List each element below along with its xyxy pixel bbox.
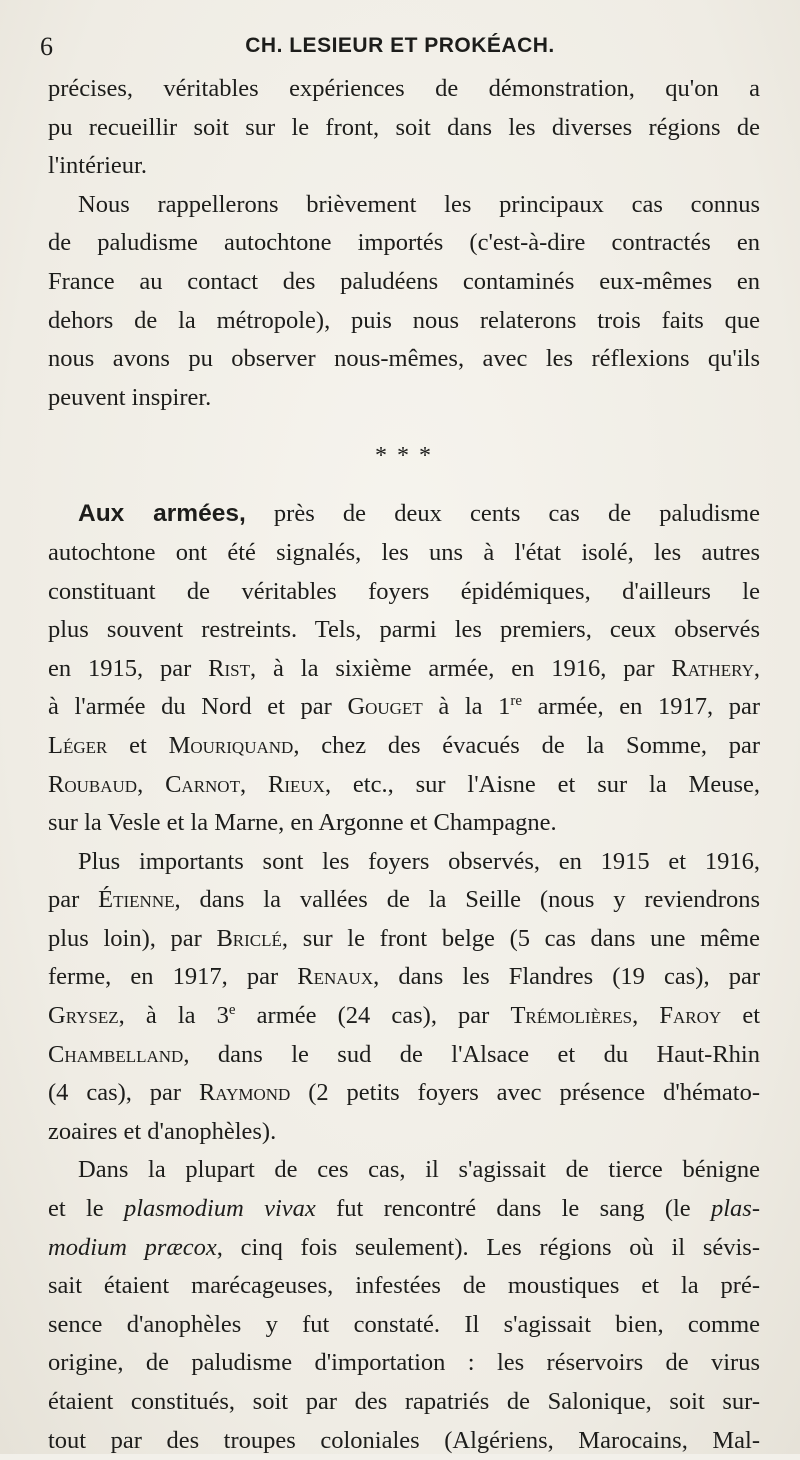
text-run: en 1915, par	[48, 654, 209, 682]
text-line: origine, de paludisme d'importation : les réservoirs de virus	[48, 1349, 760, 1377]
text-line: tout par des troupes coloniales (Algériens, Marocains, Mal-	[48, 1426, 760, 1454]
text-run: , dans la vallées de la Seille (nous y reviendrons	[174, 886, 760, 914]
text-run: (2 petits foyers avec présence d'hémato-	[290, 1079, 760, 1107]
text-line	[48, 958, 760, 997]
text-run: ,	[239, 770, 268, 798]
text-line: France au contact des paludéens contaminés eux-mêmes en	[48, 267, 760, 295]
body-text	[48, 70, 760, 1460]
text-line	[48, 688, 760, 727]
text-run: , etc., sur l'Aisne et sur la Meuse,	[324, 770, 760, 798]
species-name: plasmodium vivax	[123, 1195, 316, 1223]
text-line	[48, 650, 760, 689]
author-name: Rathery	[671, 654, 754, 682]
text-run: et le	[48, 1195, 124, 1223]
text-line: sait étaient marécageuses, infestées de moustiques et la pré-	[48, 1272, 760, 1300]
text-line: autochtone ont été signalés, les uns à l'état isolé, les autres	[48, 538, 760, 566]
text-run: ferme, en 1917, par	[48, 963, 298, 991]
text-line: sence d'anophèles y fut constaté. Il s'agissait bien, comme	[48, 1310, 760, 1338]
text-line	[48, 766, 760, 805]
superscript: re	[510, 693, 523, 710]
text-line	[48, 1074, 760, 1113]
text-run: , à la 3	[118, 1002, 229, 1030]
text-run: armée, en 1917, par	[522, 693, 760, 721]
text-line: dehors de la métropole), puis nous relaterons trois faits que	[48, 306, 760, 334]
text-run: et	[721, 1002, 760, 1030]
text-run: , dans le sud de l'Alsace et du Haut-Rhin	[183, 1040, 760, 1068]
text-run: et	[107, 731, 169, 759]
text-line	[48, 997, 760, 1036]
text-run: , à la sixième armée, en 1916, par	[250, 654, 672, 682]
text-line: précises, véritables expériences de démonstration, qu'on a	[48, 75, 760, 102]
text-run: près de deux cents cas de paludisme	[245, 500, 760, 528]
text-run: plus loin), par	[48, 924, 217, 952]
text-run: , dans les Flandres (19 cas), par	[373, 963, 760, 991]
text-line: nous avons pu observer nous-mêmes, avec les réflexions qu'ils	[48, 345, 760, 373]
author-name: Faroy	[659, 1002, 722, 1030]
text-line: peuvent inspirer.	[48, 383, 212, 411]
text-line	[48, 1036, 760, 1075]
text-line: Dans la plupart de ces cas, il s'agissait de tierce bénigne	[78, 1156, 760, 1184]
text-line	[48, 881, 760, 920]
author-name: Rist	[208, 654, 251, 682]
text-line: de paludisme autochtone importés (c'est-à-dire contractés en	[48, 229, 760, 257]
text-run: ,	[137, 770, 166, 798]
text-run: (4 cas), par	[48, 1079, 200, 1107]
text-run: à l'armée du Nord et par	[48, 693, 348, 721]
text-line: Plus importants sont les foyers observés, en 1915 et 1916,	[78, 847, 760, 875]
author-name: Gouget	[347, 693, 423, 721]
page-number: 6	[40, 32, 53, 61]
text-line	[48, 1190, 760, 1229]
section-separator-asterism: * * *	[375, 443, 433, 470]
text-run: à la 1	[422, 693, 511, 721]
author-name: Carnot	[165, 770, 240, 798]
author-name: Chambelland	[48, 1040, 184, 1068]
text-line: l'intérieur.	[48, 152, 147, 180]
text-line: plus souvent restreints. Tels, parmi les premiers, ceux observés	[48, 616, 760, 644]
author-name: Roubaud	[48, 770, 138, 798]
author-name: Briclé	[216, 924, 282, 952]
author-name: Renaux	[297, 963, 374, 991]
text-line: sur la Vesle et la Marne, en Argonne et Champagne.	[48, 809, 557, 837]
text-line	[48, 920, 760, 959]
text-run: , sur le front belge (5 cas dans une même	[281, 924, 760, 952]
section-lead: Aux armées,	[78, 500, 246, 528]
text-line: constituant de véritables foyers épidémiques, d'ailleurs le	[48, 577, 760, 605]
author-name: Étienne	[98, 886, 175, 914]
text-run: ,	[632, 1002, 660, 1030]
text-line	[48, 495, 760, 534]
text-run: , chez des évacués de la Somme, par	[293, 731, 760, 759]
text-run: ,	[753, 654, 760, 682]
running-head: CH. LESIEUR ET PROKÉACH.	[245, 34, 555, 57]
text-line	[48, 727, 760, 766]
text-run: par	[48, 886, 99, 914]
author-name: Trémolières	[510, 1002, 633, 1030]
text-line: zoaires et d'anophèles).	[48, 1117, 277, 1145]
author-name: Grysez	[48, 1002, 119, 1030]
author-name: Mouriquand	[168, 731, 294, 759]
text-run: armée (24 cas), par	[235, 1002, 511, 1030]
text-line	[48, 1229, 760, 1268]
page-header	[40, 28, 760, 68]
author-name: Raymond	[199, 1079, 291, 1107]
species-name: plas-	[710, 1195, 760, 1223]
text-line: Nous rappellerons brièvement les principaux cas connus	[78, 190, 760, 218]
species-name: modium præcox	[48, 1233, 217, 1261]
text-run: fut rencontré dans le sang (le	[315, 1195, 711, 1223]
text-line: pu recueillir soit sur le front, soit dans les diverses régions de	[48, 113, 760, 141]
author-name: Rieux	[267, 770, 325, 798]
superscript: e	[228, 1001, 236, 1018]
text-line: étaient constitués, soit par des rapatriés de Salonique, soit sur-	[48, 1388, 760, 1415]
author-name: Léger	[48, 731, 108, 759]
text-run: , cinq fois seulement). Les régions où il sévis-	[216, 1233, 760, 1261]
